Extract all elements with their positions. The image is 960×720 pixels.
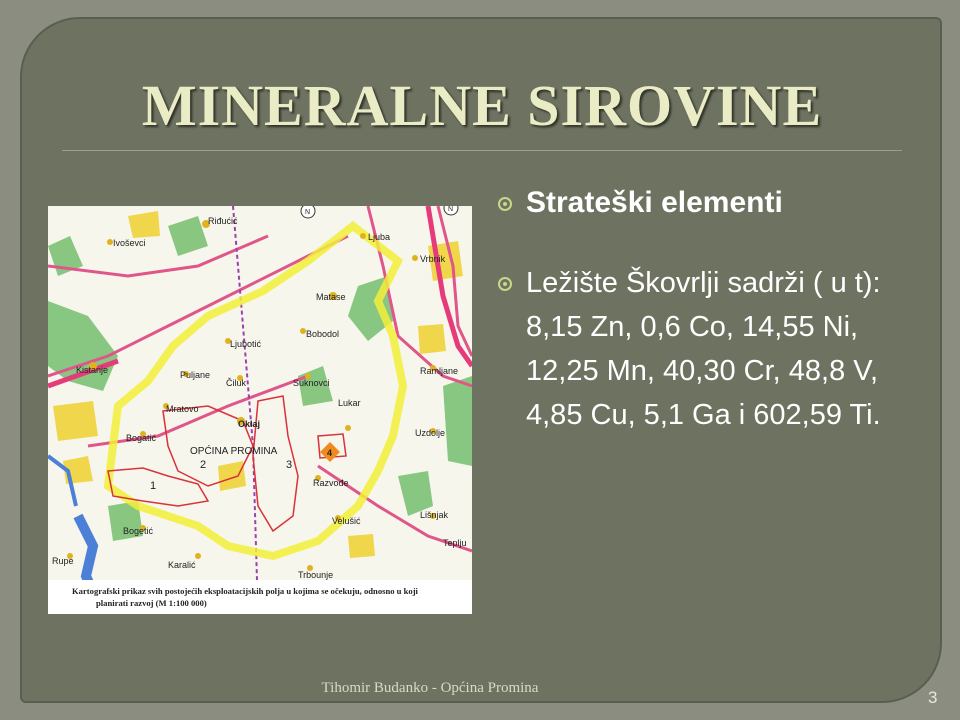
label-kistanje: Kistanje [76, 365, 109, 375]
label-ramljane: Ramljane [420, 366, 459, 376]
map-image [48, 206, 472, 614]
map-svg [48, 206, 472, 614]
label-lukar: Lukar [338, 398, 361, 408]
label-lisnjak: Lišnjak [420, 510, 449, 520]
label-suknovci: Suknovci [293, 378, 330, 388]
bullet-item [498, 185, 918, 221]
north-label-2: N [448, 206, 454, 213]
field-number-4: 4 [327, 448, 333, 458]
bullet-text: Ležište Škovrlji sadrži ( u t): 8,15 Zn, 0,6 Co, 14,55 Ni, 12,25 Mn, 40,30 Cr, 48,8 V, 4,85 Cu, 5,1 Ga i 602,59 Ti. [526, 267, 881, 431]
north-label-1: N [305, 209, 311, 216]
label-vrbnik: Vrbnik [420, 254, 446, 264]
bullet-marker-icon [498, 197, 512, 211]
label-opcina: OPĆINA PROMINA [190, 446, 278, 457]
label-ljuba: Ljuba [368, 232, 391, 242]
bullet-text: Strateški elementi [526, 186, 783, 219]
slide-title: MINERALNE SIROVINE [141, 73, 823, 138]
label-puljane: Puljane [180, 370, 211, 380]
label-rupe: Rupe [52, 556, 74, 566]
label-ciluk: Čiluk [226, 378, 247, 388]
bullet-list [498, 185, 918, 437]
label-teplju: Teplju [443, 538, 467, 548]
bullet-item [498, 261, 918, 437]
map-caption-line2: planirati razvoj (M 1:100 000) [96, 598, 207, 608]
label-bogatic-1: Bogatić [126, 433, 157, 443]
label-riducic: Riđućić [208, 216, 238, 226]
bullet-marker-icon [498, 277, 512, 291]
slide-footer: Tihomir Budanko - Općina Promina [321, 680, 539, 696]
label-matase: Matase [316, 292, 346, 302]
label-velusic: Velušić [332, 516, 361, 526]
field-number-3: 3 [286, 459, 293, 471]
field-number-2: 2 [200, 459, 207, 471]
field-number-1: 1 [150, 480, 157, 492]
page-number: 3 [928, 688, 938, 707]
map-caption-line1: Kartografski prikaz svih postojećih eksploatacijskih polja u kojima se očekuju, odnosno u koji [72, 586, 418, 596]
title-divider [62, 150, 902, 151]
label-uzdolje: Uzdolje [415, 428, 446, 438]
label-oklaj: Oklaj [238, 419, 261, 429]
label-bogatic-2: Bogetić [123, 526, 154, 536]
label-trbounje: Trbounje [298, 570, 334, 580]
label-bobodol: Bobodol [306, 329, 340, 339]
label-karalic: Karalić [168, 560, 196, 570]
label-ivosevci: Ivoševci [113, 238, 146, 248]
label-mratovo: Mratovo [166, 404, 199, 414]
label-ljubotic: Ljubotić [230, 339, 262, 349]
label-razvode: Razvođe [313, 478, 349, 488]
